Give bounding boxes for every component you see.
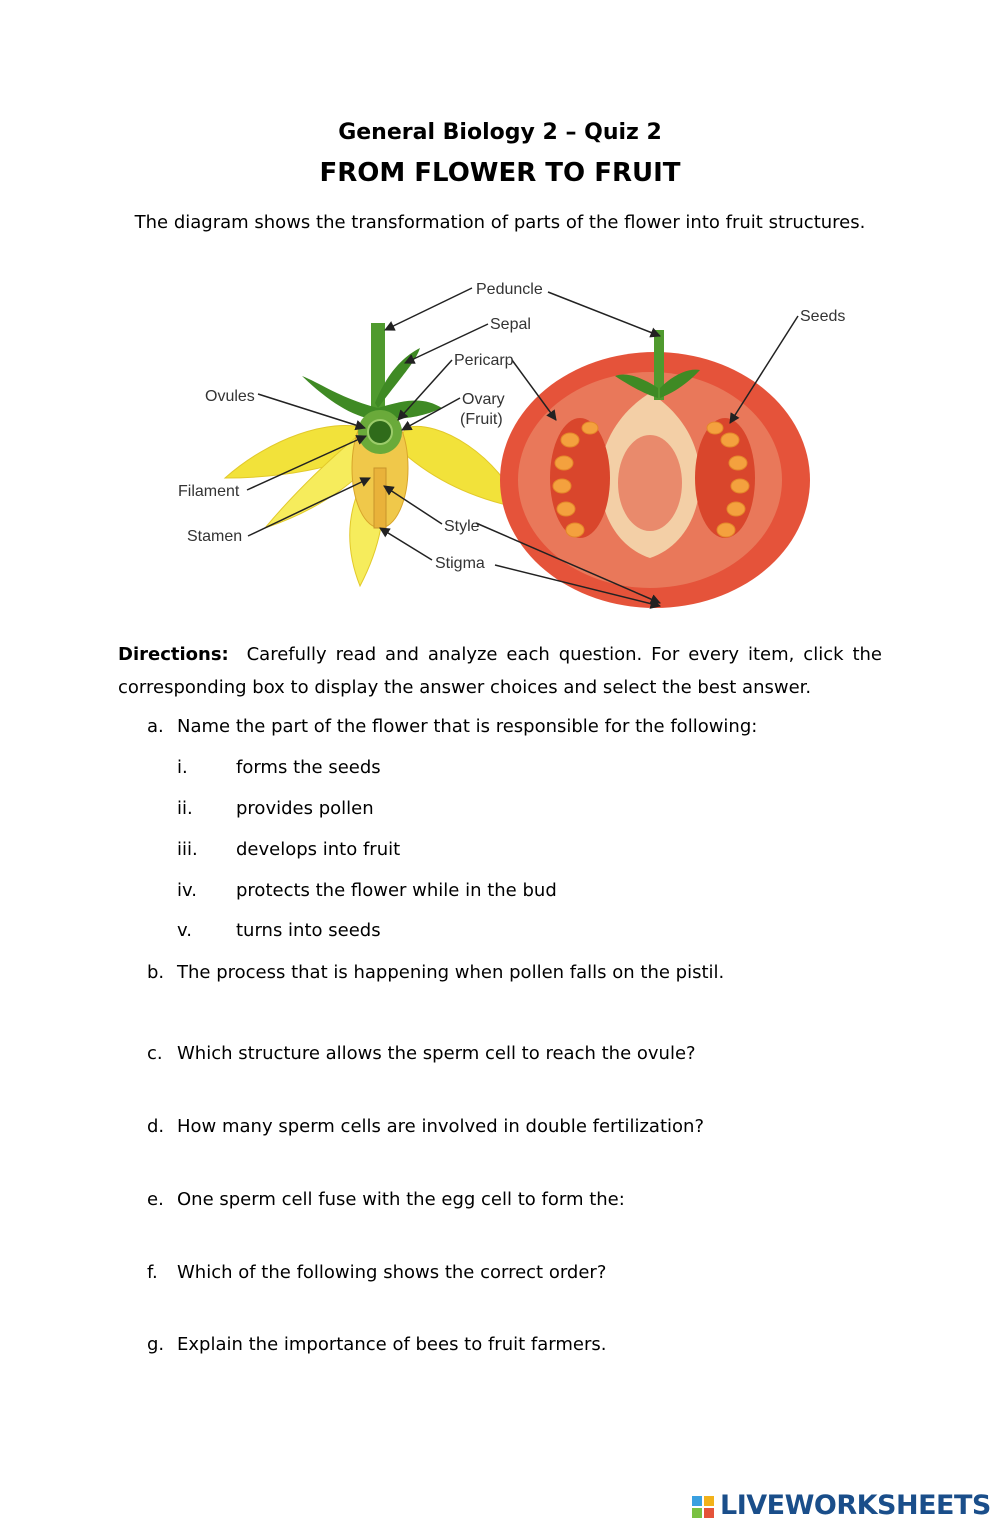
subitem-v bbox=[177, 920, 777, 946]
question-f bbox=[147, 1262, 907, 1288]
question-label: c. bbox=[147, 1043, 163, 1064]
question-text: Which of the following shows the correct order? bbox=[177, 1262, 607, 1283]
subitem-i bbox=[177, 757, 777, 783]
question-label: d. bbox=[147, 1116, 165, 1137]
question-text: Explain the importance of bees to fruit farmers. bbox=[177, 1334, 607, 1355]
subitem-text: turns into seeds bbox=[236, 920, 381, 941]
question-label: f. bbox=[147, 1262, 158, 1283]
label-style: Style bbox=[444, 518, 480, 535]
label-seeds: Seeds bbox=[800, 308, 846, 325]
label-pericarp: Pericarp bbox=[454, 352, 514, 369]
logo-grid-icon bbox=[692, 1496, 714, 1518]
subitem-iv bbox=[177, 880, 777, 906]
question-e bbox=[147, 1189, 907, 1215]
subitem-text: provides pollen bbox=[236, 798, 374, 819]
question-label: e. bbox=[147, 1189, 164, 1210]
subitem-text: protects the flower while in the bud bbox=[236, 880, 557, 901]
subitem-label: v. bbox=[177, 920, 192, 941]
label-peduncle: Peduncle bbox=[476, 281, 543, 298]
subitem-label: ii. bbox=[177, 798, 193, 819]
label-ovules: Ovules bbox=[205, 388, 255, 405]
label-stigma: Stigma bbox=[435, 555, 485, 572]
quiz-subtitle: General Biology 2 – Quiz 2 bbox=[338, 120, 662, 145]
logo-text: LIVEWORKSHEETS bbox=[720, 1490, 991, 1521]
flower-to-fruit-diagram bbox=[170, 268, 850, 618]
directions bbox=[118, 638, 882, 704]
directions-text: Carefully read and analyze each question. For every item, click the corresponding box to display the answer choices and select the best answer. bbox=[118, 644, 882, 698]
question-text: The process that is happening when pollen falls on the pistil. bbox=[177, 962, 725, 983]
subitem-text: develops into fruit bbox=[236, 839, 401, 860]
question-text: Which structure allows the sperm cell to reach the ovule? bbox=[177, 1043, 696, 1064]
question-label: a. bbox=[147, 716, 164, 737]
question-d bbox=[147, 1116, 907, 1142]
question-label: b. bbox=[147, 962, 165, 983]
subitem-label: iii. bbox=[177, 839, 198, 860]
subitem-text: forms the seeds bbox=[236, 757, 381, 778]
intro-text: The diagram shows the transformation of parts of the flower into fruit structures. bbox=[134, 212, 866, 233]
question-g bbox=[147, 1334, 907, 1360]
question-a bbox=[147, 716, 907, 742]
tomato-fruit bbox=[500, 330, 810, 608]
label-filament: Filament bbox=[178, 483, 240, 500]
question-label: g. bbox=[147, 1334, 165, 1355]
label-sepal: Sepal bbox=[490, 316, 531, 333]
label-stamen: Stamen bbox=[187, 528, 243, 545]
subitem-label: iv. bbox=[177, 880, 197, 901]
question-text: One sperm cell fuse with the egg cell to form the: bbox=[177, 1189, 625, 1210]
subitem-label: i. bbox=[177, 757, 188, 778]
label-ovary: Ovary bbox=[462, 391, 505, 408]
subitem-ii bbox=[177, 798, 777, 824]
question-text: How many sperm cells are involved in double fertilization? bbox=[177, 1116, 704, 1137]
subitem-iii bbox=[177, 839, 777, 865]
page-title: FROM FLOWER TO FRUIT bbox=[319, 158, 681, 188]
directions-label: Directions: bbox=[118, 644, 229, 665]
liveworksheets-logo[interactable] bbox=[692, 1490, 992, 1524]
label-fruit: (Fruit) bbox=[460, 411, 503, 428]
question-b bbox=[147, 962, 907, 988]
question-c bbox=[147, 1043, 907, 1069]
question-text: Name the part of the flower that is responsible for the following: bbox=[177, 716, 758, 737]
